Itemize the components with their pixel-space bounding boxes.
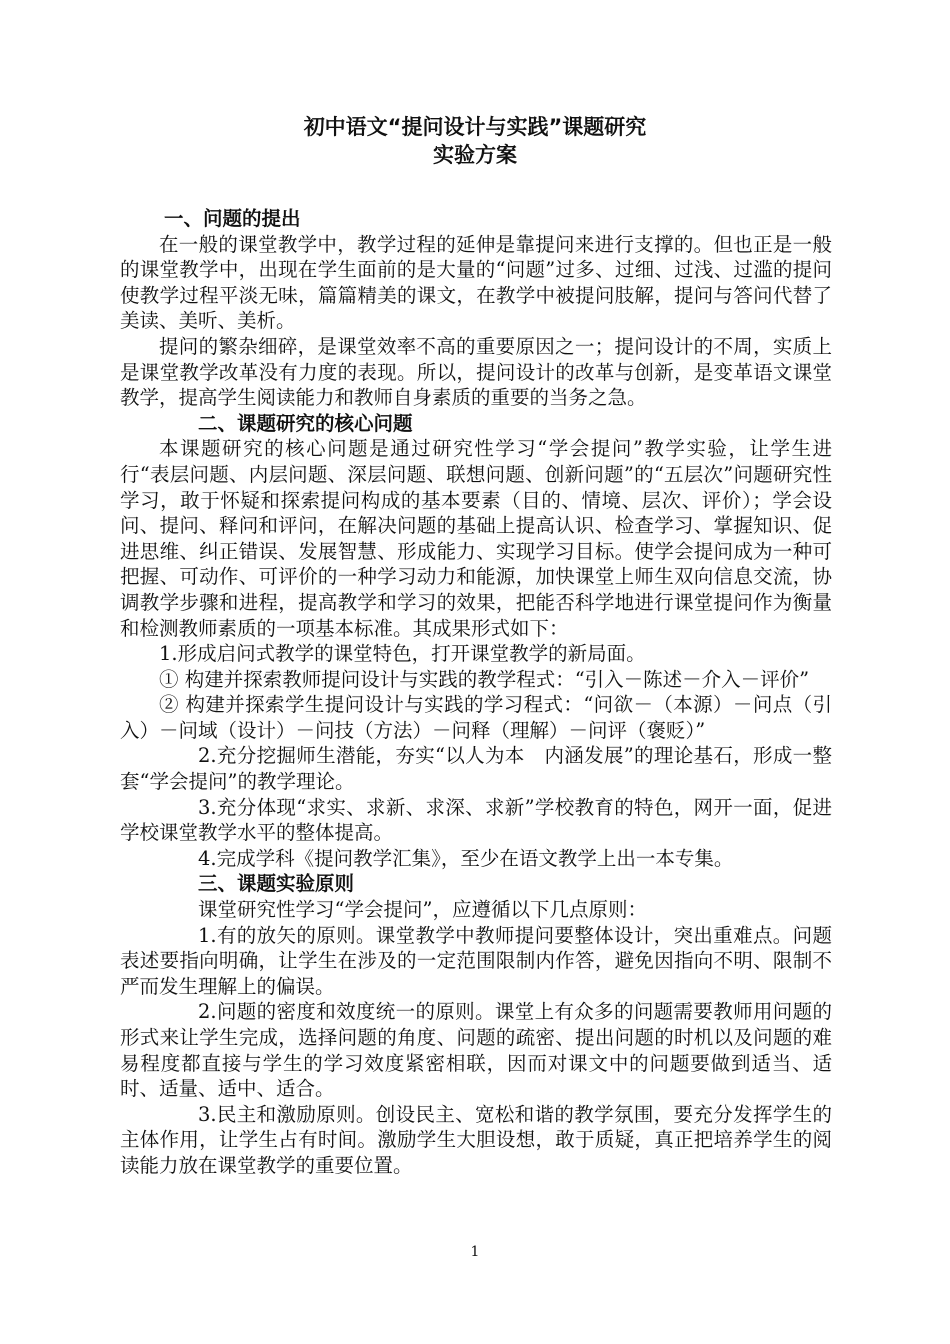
paragraph-12: 2.问题的密度和效度统一的原则。课堂上有众多的问题需要教师用问题的形式来让学生完成，选择问题的角度、问题的疏密、提出问题的时机以及问题的难易程度都直接与学生的学习效度紧密相联，因而对课文中的问题要做到适当、适时、适量、适中、适合。	[120, 1000, 832, 1101]
paragraph-3: 本课题研究的核心问题是通过研究性学习“学会提问”教学实验，让学生进行“表层问题、内层问题、深层问题、联想问题、创新问题”的“五层次”问题研究性学习，敢于怀疑和探索提问构成的基本要素（目的、情境、层次、评价）；学会设问、提问、释问和评问，在解决问题的基础上提高认识、检查学习、掌握知识、促进思维、纠正错误、发展智慧、形成能力、实现学习目标。使学会提问成为一种可把握、可动作、可评价的一种学习动力和能源，加快课堂上师生双向信息交流，协调教学步骤和进程，提高教学和学习的效果，把能否科学地进行课堂提问作为衡量和检测教师素质的一项基本标准。其成果形式如下：	[120, 437, 832, 640]
section-heading-2: 二、课题研究的核心问题	[198, 411, 413, 435]
paragraph-8: 3.充分体现“求实、求新、求深、求新”学校教育的特色，网开一面，促进学校课堂教学水平的整体提高。	[120, 795, 832, 845]
document-subtitle: 实验方案	[433, 143, 517, 167]
page-number: 1	[470, 1244, 480, 1260]
paragraph-6: ② 构建并探索学生提问设计与实践的学习程式：“问欲－（本源）－问点（引入）－问域（设计）－问技（方法）－问释（理解）－问评（褒贬）”	[120, 693, 832, 742]
document-body	[120, 206, 832, 1179]
paragraph-4: 1.形成启问式教学的课堂特色，打开课堂教学的新局面。	[159, 642, 646, 666]
paragraph-1: 在一般的课堂教学中，教学过程的延伸是靠提问来进行支撑的。但也正是一般的课堂教学中，出现在学生面前的是大量的“问题”过多、过细、过浅、过滥的提问使教学过程平淡无味，篇篇精美的课文，在教学中被提问肢解，提问与答问代替了美读、美听、美析。	[120, 232, 832, 333]
paragraph-11: 1.有的放矢的原则。课堂教学中教师提问要整体设计，突出重难点。问题表述要指向明确，让学生在涉及的一定范围限制内作答，避免因指向不明、限制不严而发生理解上的偏误。	[120, 923, 832, 998]
paragraph-13: 3.民主和激励原则。创设民主、宽松和谐的教学氛围，要充分发挥学生的主体作用，让学生占有时间。激励学生大胆设想，敢于质疑，真正把培养学生的阅读能力放在课堂教学的重要位置。	[120, 1102, 832, 1177]
paragraph-10: 课堂研究性学习“学会提问”，应遵循以下几点原则：	[198, 898, 647, 922]
document-title: 初中语文“提问设计与实践”课题研究	[303, 115, 647, 139]
section-heading-3: 三、课题实验原则	[198, 872, 355, 896]
section-heading-1: 一、问题的提出	[164, 207, 301, 230]
paragraph-5: ① 构建并探索教师提问设计与实践的教学程式：“引入－陈述－介入－评价”	[159, 667, 810, 691]
paragraph-7: 2.充分挖掘师生潜能，夯实“以人为本 内涵发展”的理论基石，形成一整套“学会提问”的教学理论。	[120, 744, 832, 794]
paragraph-2: 提问的繁杂细碎，是课堂效率不高的重要原因之一；提问设计的不周，实质上是课堂教学改革没有力度的表现。所以，提问设计的改革与创新，是变革语文课堂教学，提高学生阅读能力和教师自身素质的重要的当务之急。	[120, 334, 832, 410]
paragraph-9: 4.完成学科《提问教学汇集》，至少在语文教学上出一本专集。	[198, 846, 734, 870]
